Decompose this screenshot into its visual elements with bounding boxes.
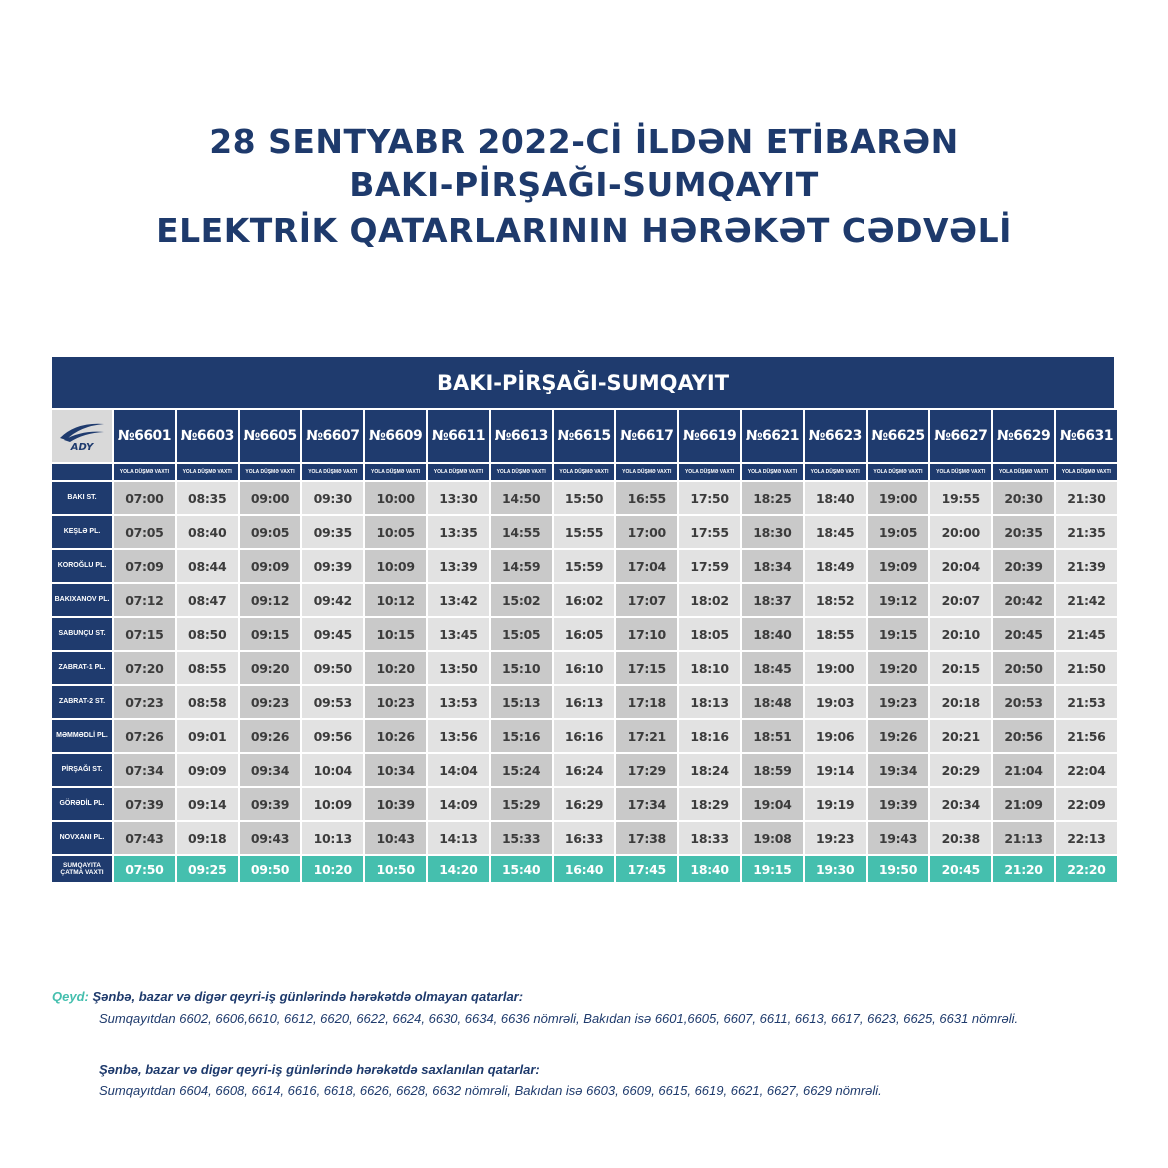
train-number-header: №6621 bbox=[742, 410, 803, 462]
departure-time-cell: 15:24 bbox=[491, 754, 552, 786]
departure-time-cell: 20:56 bbox=[993, 720, 1054, 752]
departure-time-cell: 19:23 bbox=[868, 686, 929, 718]
departure-time-cell: 19:04 bbox=[742, 788, 803, 820]
station-name: GÖRƏDİL PL. bbox=[52, 788, 112, 820]
departure-time-cell: 21:56 bbox=[1056, 720, 1117, 752]
departure-time-cell: 07:20 bbox=[114, 652, 175, 684]
departure-time-cell: 19:14 bbox=[805, 754, 866, 786]
departure-time-cell: 21:30 bbox=[1056, 482, 1117, 514]
departure-time-cell: 18:45 bbox=[805, 516, 866, 548]
train-number-header: №6611 bbox=[428, 410, 489, 462]
departure-time-cell: 17:10 bbox=[616, 618, 677, 650]
departure-time-cell: 19:34 bbox=[868, 754, 929, 786]
departure-time-cell: 10:20 bbox=[365, 652, 426, 684]
departure-time-subheader: YOLA DÜŞMƏ VAXTI bbox=[742, 464, 803, 480]
departure-time-cell: 09:42 bbox=[302, 584, 363, 616]
arrival-time-cell: 19:30 bbox=[805, 856, 866, 882]
departure-time-cell: 18:02 bbox=[679, 584, 740, 616]
departure-time-cell: 09:01 bbox=[177, 720, 238, 752]
departure-time-cell: 14:13 bbox=[428, 822, 489, 854]
departure-time-cell: 19:39 bbox=[868, 788, 929, 820]
note-heading-1: Şənbə, bazar və digər qeyri-iş günlərində hərəkətdə olmayan qatarlar: bbox=[92, 989, 524, 1004]
departure-time-cell: 09:00 bbox=[240, 482, 301, 514]
departure-time-cell: 17:04 bbox=[616, 550, 677, 582]
departure-time-cell: 19:00 bbox=[868, 482, 929, 514]
departure-time-cell: 10:00 bbox=[365, 482, 426, 514]
arrival-time-cell: 21:20 bbox=[993, 856, 1054, 882]
page-title-line-1: 28 SENTYABR 2022-Cİ İLDƏN ETİBARƏN bbox=[209, 122, 959, 161]
station-name: NOVXANI PL. bbox=[52, 822, 112, 854]
departure-time-cell: 21:45 bbox=[1056, 618, 1117, 650]
departure-time-cell: 13:30 bbox=[428, 482, 489, 514]
departure-time-subheader: YOLA DÜŞMƏ VAXTI bbox=[1056, 464, 1117, 480]
arrival-time-cell: 07:50 bbox=[114, 856, 175, 882]
departure-time-cell: 10:39 bbox=[365, 788, 426, 820]
departure-time-cell: 09:53 bbox=[302, 686, 363, 718]
departure-time-cell: 09:30 bbox=[302, 482, 363, 514]
departure-time-cell: 17:38 bbox=[616, 822, 677, 854]
station-name: KEŞLƏ PL. bbox=[52, 516, 112, 548]
arrival-time-cell: 09:50 bbox=[240, 856, 301, 882]
departure-time-cell: 08:50 bbox=[177, 618, 238, 650]
arrival-time-cell: 10:20 bbox=[302, 856, 363, 882]
departure-time-cell: 20:07 bbox=[930, 584, 991, 616]
departure-time-cell: 20:04 bbox=[930, 550, 991, 582]
departure-time-cell: 13:53 bbox=[428, 686, 489, 718]
departure-time-cell: 07:00 bbox=[114, 482, 175, 514]
departure-time-cell: 19:20 bbox=[868, 652, 929, 684]
train-number-header: №6603 bbox=[177, 410, 238, 462]
departure-time-cell: 19:19 bbox=[805, 788, 866, 820]
departure-time-cell: 19:12 bbox=[868, 584, 929, 616]
departure-time-cell: 09:05 bbox=[240, 516, 301, 548]
departure-time-cell: 08:44 bbox=[177, 550, 238, 582]
station-name: PİRŞAĞI ST. bbox=[52, 754, 112, 786]
departure-time-cell: 16:02 bbox=[554, 584, 615, 616]
departure-time-cell: 13:35 bbox=[428, 516, 489, 548]
train-number-header: №6625 bbox=[868, 410, 929, 462]
departure-time-cell: 08:47 bbox=[177, 584, 238, 616]
departure-time-cell: 15:05 bbox=[491, 618, 552, 650]
departure-time-cell: 18:29 bbox=[679, 788, 740, 820]
departure-time-cell: 20:45 bbox=[993, 618, 1054, 650]
departure-time-cell: 09:09 bbox=[240, 550, 301, 582]
departure-time-cell: 15:55 bbox=[554, 516, 615, 548]
departure-time-cell: 14:59 bbox=[491, 550, 552, 582]
departure-time-cell: 08:58 bbox=[177, 686, 238, 718]
departure-time-cell: 09:43 bbox=[240, 822, 301, 854]
departure-time-cell: 16:10 bbox=[554, 652, 615, 684]
departure-time-cell: 08:40 bbox=[177, 516, 238, 548]
departure-time-cell: 20:34 bbox=[930, 788, 991, 820]
departure-time-cell: 09:20 bbox=[240, 652, 301, 684]
departure-time-cell: 16:55 bbox=[616, 482, 677, 514]
departure-time-cell: 13:50 bbox=[428, 652, 489, 684]
ady-logo bbox=[52, 410, 112, 462]
departure-time-cell: 20:15 bbox=[930, 652, 991, 684]
departure-time-cell: 09:12 bbox=[240, 584, 301, 616]
departure-time-cell: 10:15 bbox=[365, 618, 426, 650]
departure-time-cell: 21:53 bbox=[1056, 686, 1117, 718]
departure-time-subheader: YOLA DÜŞMƏ VAXTI bbox=[930, 464, 991, 480]
departure-time-cell: 15:33 bbox=[491, 822, 552, 854]
train-number-header: №6627 bbox=[930, 410, 991, 462]
departure-time-cell: 18:55 bbox=[805, 618, 866, 650]
departure-time-cell: 08:35 bbox=[177, 482, 238, 514]
departure-time-cell: 09:35 bbox=[302, 516, 363, 548]
note-heading-2 bbox=[99, 1062, 1168, 1077]
departure-time-cell: 10:05 bbox=[365, 516, 426, 548]
train-number-header: №6629 bbox=[993, 410, 1054, 462]
departure-time-cell: 18:24 bbox=[679, 754, 740, 786]
train-number-header: №6619 bbox=[679, 410, 740, 462]
departure-time-subheader: YOLA DÜŞMƏ VAXTI bbox=[240, 464, 301, 480]
departure-time-cell: 19:15 bbox=[868, 618, 929, 650]
departure-time-cell: 13:45 bbox=[428, 618, 489, 650]
departure-time-cell: 10:09 bbox=[302, 788, 363, 820]
departure-time-subheader: YOLA DÜŞMƏ VAXTI bbox=[365, 464, 426, 480]
arrival-time-cell: 22:20 bbox=[1056, 856, 1117, 882]
departure-time-cell: 07:23 bbox=[114, 686, 175, 718]
departure-time-cell: 18:34 bbox=[742, 550, 803, 582]
arrival-time-cell: 19:50 bbox=[868, 856, 929, 882]
departure-time-subheader: YOLA DÜŞMƏ VAXTI bbox=[177, 464, 238, 480]
departure-time-cell: 17:59 bbox=[679, 550, 740, 582]
train-number-header: №6605 bbox=[240, 410, 301, 462]
departure-time-cell: 18:30 bbox=[742, 516, 803, 548]
departure-time-cell: 20:39 bbox=[993, 550, 1054, 582]
station-name: SABUNÇU ST. bbox=[52, 618, 112, 650]
departure-time-subheader: YOLA DÜŞMƏ VAXTI bbox=[114, 464, 175, 480]
departure-time-cell: 18:13 bbox=[679, 686, 740, 718]
arrival-time-cell: 09:25 bbox=[177, 856, 238, 882]
departure-time-cell: 17:15 bbox=[616, 652, 677, 684]
departure-time-cell: 18:16 bbox=[679, 720, 740, 752]
departure-time-cell: 07:43 bbox=[114, 822, 175, 854]
note-text-1: Sumqayıtdan 6602, 6606,6610, 6612, 6620, 6622, 6624, 6630, 6634, 6636 nömrəli, Bakıdan isə 6601,6605, 6607, 6611, 6613, 6617, 6623, 6625, 6631 nömrəli. bbox=[99, 1011, 1019, 1026]
table-banner: BAKI-PİRŞAĞI-SUMQAYIT bbox=[52, 357, 1114, 408]
departure-time-cell: 19:09 bbox=[868, 550, 929, 582]
departure-time-cell: 09:15 bbox=[240, 618, 301, 650]
departure-time-subheader: YOLA DÜŞMƏ VAXTI bbox=[679, 464, 740, 480]
station-name: MƏMMƏDLİ PL. bbox=[52, 720, 112, 752]
departure-time-cell: 10:13 bbox=[302, 822, 363, 854]
departure-time-cell: 19:43 bbox=[868, 822, 929, 854]
subheader-blank bbox=[52, 464, 112, 480]
departure-time-cell: 20:10 bbox=[930, 618, 991, 650]
page-title-line-2: BAKI-PİRŞAĞI-SUMQAYIT bbox=[349, 165, 819, 204]
departure-time-cell: 19:26 bbox=[868, 720, 929, 752]
arrival-time-cell: 15:40 bbox=[491, 856, 552, 882]
train-number-header: №6607 bbox=[302, 410, 363, 462]
departure-time-subheader: YOLA DÜŞMƏ VAXTI bbox=[993, 464, 1054, 480]
departure-time-cell: 10:04 bbox=[302, 754, 363, 786]
departure-time-cell: 18:49 bbox=[805, 550, 866, 582]
note-heading-2-text: Şənbə, bazar və digər qeyri-iş günlərində hərəkətdə saxlanılan qatarlar: bbox=[99, 1062, 540, 1077]
arrival-time-cell: 18:40 bbox=[679, 856, 740, 882]
departure-time-cell: 15:02 bbox=[491, 584, 552, 616]
departure-time-cell: 10:34 bbox=[365, 754, 426, 786]
departure-time-cell: 21:04 bbox=[993, 754, 1054, 786]
train-number-header: №6617 bbox=[616, 410, 677, 462]
departure-time-cell: 16:16 bbox=[554, 720, 615, 752]
note-label: Qeyd: bbox=[52, 989, 89, 1004]
departure-time-subheader: YOLA DÜŞMƏ VAXTI bbox=[868, 464, 929, 480]
departure-time-cell: 09:39 bbox=[302, 550, 363, 582]
departure-time-cell: 17:50 bbox=[679, 482, 740, 514]
train-number-header: №6615 bbox=[554, 410, 615, 462]
departure-time-cell: 16:13 bbox=[554, 686, 615, 718]
departure-time-cell: 07:39 bbox=[114, 788, 175, 820]
departure-time-cell: 20:53 bbox=[993, 686, 1054, 718]
departure-time-subheader: YOLA DÜŞMƏ VAXTI bbox=[616, 464, 677, 480]
departure-time-subheader: YOLA DÜŞMƏ VAXTI bbox=[805, 464, 866, 480]
schedule-table bbox=[52, 410, 1114, 882]
departure-time-subheader: YOLA DÜŞMƏ VAXTI bbox=[428, 464, 489, 480]
departure-time-cell: 09:39 bbox=[240, 788, 301, 820]
departure-time-cell: 17:18 bbox=[616, 686, 677, 718]
departure-time-cell: 19:03 bbox=[805, 686, 866, 718]
departure-time-cell: 16:05 bbox=[554, 618, 615, 650]
departure-time-cell: 13:56 bbox=[428, 720, 489, 752]
departure-time-cell: 07:26 bbox=[114, 720, 175, 752]
page-title-line-3: ELEKTRİK QATARLARININ HƏRƏKƏT CƏDVƏLİ bbox=[156, 211, 1012, 250]
final-station-name: SUMQAYITA ÇATMA VAXTI bbox=[52, 856, 112, 882]
departure-time-cell: 07:09 bbox=[114, 550, 175, 582]
departure-time-cell: 13:42 bbox=[428, 584, 489, 616]
departure-time-cell: 20:29 bbox=[930, 754, 991, 786]
station-name: ZABRAT-1 PL. bbox=[52, 652, 112, 684]
departure-time-cell: 18:05 bbox=[679, 618, 740, 650]
departure-time-cell: 18:10 bbox=[679, 652, 740, 684]
train-number-header: №6609 bbox=[365, 410, 426, 462]
departure-time-cell: 16:29 bbox=[554, 788, 615, 820]
departure-time-cell: 21:13 bbox=[993, 822, 1054, 854]
departure-time-cell: 18:52 bbox=[805, 584, 866, 616]
departure-time-cell: 17:07 bbox=[616, 584, 677, 616]
departure-time-cell: 14:09 bbox=[428, 788, 489, 820]
departure-time-subheader: YOLA DÜŞMƏ VAXTI bbox=[302, 464, 363, 480]
arrival-time-cell: 16:40 bbox=[554, 856, 615, 882]
departure-time-subheader: YOLA DÜŞMƏ VAXTI bbox=[554, 464, 615, 480]
departure-time-cell: 19:08 bbox=[742, 822, 803, 854]
departure-time-cell: 15:29 bbox=[491, 788, 552, 820]
ady-logo-text: ADY bbox=[70, 442, 94, 453]
departure-time-cell: 09:50 bbox=[302, 652, 363, 684]
departure-time-cell: 17:21 bbox=[616, 720, 677, 752]
departure-time-cell: 07:05 bbox=[114, 516, 175, 548]
train-number-header: №6623 bbox=[805, 410, 866, 462]
departure-time-cell: 16:24 bbox=[554, 754, 615, 786]
departure-time-cell: 19:05 bbox=[868, 516, 929, 548]
train-number-header: №6631 bbox=[1056, 410, 1117, 462]
departure-time-cell: 09:14 bbox=[177, 788, 238, 820]
departure-time-cell: 18:48 bbox=[742, 686, 803, 718]
station-name: BAKIXANOV PL. bbox=[52, 584, 112, 616]
departure-time-cell: 17:29 bbox=[616, 754, 677, 786]
departure-time-cell: 15:16 bbox=[491, 720, 552, 752]
arrival-time-cell: 14:20 bbox=[428, 856, 489, 882]
departure-time-cell: 10:43 bbox=[365, 822, 426, 854]
departure-time-cell: 20:38 bbox=[930, 822, 991, 854]
departure-time-cell: 09:45 bbox=[302, 618, 363, 650]
departure-time-cell: 20:35 bbox=[993, 516, 1054, 548]
train-number-header: №6601 bbox=[114, 410, 175, 462]
departure-time-cell: 20:21 bbox=[930, 720, 991, 752]
departure-time-cell: 18:51 bbox=[742, 720, 803, 752]
departure-time-cell: 18:33 bbox=[679, 822, 740, 854]
departure-time-cell: 10:12 bbox=[365, 584, 426, 616]
departure-time-cell: 18:25 bbox=[742, 482, 803, 514]
departure-time-cell: 09:34 bbox=[240, 754, 301, 786]
departure-time-cell: 09:09 bbox=[177, 754, 238, 786]
departure-time-cell: 17:55 bbox=[679, 516, 740, 548]
departure-time-cell: 09:56 bbox=[302, 720, 363, 752]
departure-time-cell: 21:39 bbox=[1056, 550, 1117, 582]
train-number-header: №6613 bbox=[491, 410, 552, 462]
departure-time-cell: 09:23 bbox=[240, 686, 301, 718]
departure-time-cell: 20:30 bbox=[993, 482, 1054, 514]
departure-time-cell: 07:12 bbox=[114, 584, 175, 616]
departure-time-cell: 10:23 bbox=[365, 686, 426, 718]
departure-time-cell: 15:13 bbox=[491, 686, 552, 718]
departure-time-cell: 21:42 bbox=[1056, 584, 1117, 616]
departure-time-cell: 08:55 bbox=[177, 652, 238, 684]
departure-time-cell: 14:04 bbox=[428, 754, 489, 786]
departure-time-cell: 18:40 bbox=[805, 482, 866, 514]
departure-time-cell: 17:34 bbox=[616, 788, 677, 820]
departure-time-cell: 21:50 bbox=[1056, 652, 1117, 684]
departure-time-cell: 10:09 bbox=[365, 550, 426, 582]
departure-time-cell: 19:55 bbox=[930, 482, 991, 514]
departure-time-cell: 14:50 bbox=[491, 482, 552, 514]
departure-time-cell: 22:04 bbox=[1056, 754, 1117, 786]
departure-time-cell: 15:50 bbox=[554, 482, 615, 514]
departure-time-cell: 20:42 bbox=[993, 584, 1054, 616]
departure-time-cell: 09:18 bbox=[177, 822, 238, 854]
departure-time-cell: 09:26 bbox=[240, 720, 301, 752]
departure-time-cell: 18:37 bbox=[742, 584, 803, 616]
departure-time-cell: 18:45 bbox=[742, 652, 803, 684]
departure-time-cell: 14:55 bbox=[491, 516, 552, 548]
departure-time-cell: 17:00 bbox=[616, 516, 677, 548]
arrival-time-cell: 10:50 bbox=[365, 856, 426, 882]
departure-time-cell: 18:59 bbox=[742, 754, 803, 786]
arrival-time-cell: 17:45 bbox=[616, 856, 677, 882]
station-name: KOROĞLU PL. bbox=[52, 550, 112, 582]
station-name: ZABRAT-2 ST. bbox=[52, 686, 112, 718]
note-text-2: Sumqayıtdan 6604, 6608, 6614, 6616, 6618, 6626, 6628, 6632 nömrəli, Bakıdan isə 6603, 6609, 6615, 6619, 6621, 6627, 6629 nömrəli. bbox=[99, 1083, 882, 1098]
note-line-1 bbox=[52, 989, 1122, 1004]
departure-time-cell: 13:39 bbox=[428, 550, 489, 582]
departure-time-cell: 22:13 bbox=[1056, 822, 1117, 854]
departure-time-cell: 10:26 bbox=[365, 720, 426, 752]
departure-time-subheader: YOLA DÜŞMƏ VAXTI bbox=[491, 464, 552, 480]
departure-time-cell: 07:34 bbox=[114, 754, 175, 786]
ady-logo-icon bbox=[56, 416, 108, 456]
departure-time-cell: 16:33 bbox=[554, 822, 615, 854]
departure-time-cell: 19:00 bbox=[805, 652, 866, 684]
departure-time-cell: 20:50 bbox=[993, 652, 1054, 684]
departure-time-cell: 19:06 bbox=[805, 720, 866, 752]
departure-time-cell: 22:09 bbox=[1056, 788, 1117, 820]
departure-time-cell: 20:18 bbox=[930, 686, 991, 718]
departure-time-cell: 20:00 bbox=[930, 516, 991, 548]
departure-time-cell: 21:35 bbox=[1056, 516, 1117, 548]
arrival-time-cell: 19:15 bbox=[742, 856, 803, 882]
arrival-time-cell: 20:45 bbox=[930, 856, 991, 882]
station-name: BAKI ST. bbox=[52, 482, 112, 514]
departure-time-cell: 19:23 bbox=[805, 822, 866, 854]
departure-time-cell: 15:59 bbox=[554, 550, 615, 582]
departure-time-cell: 18:40 bbox=[742, 618, 803, 650]
departure-time-cell: 07:15 bbox=[114, 618, 175, 650]
departure-time-cell: 21:09 bbox=[993, 788, 1054, 820]
departure-time-cell: 15:10 bbox=[491, 652, 552, 684]
